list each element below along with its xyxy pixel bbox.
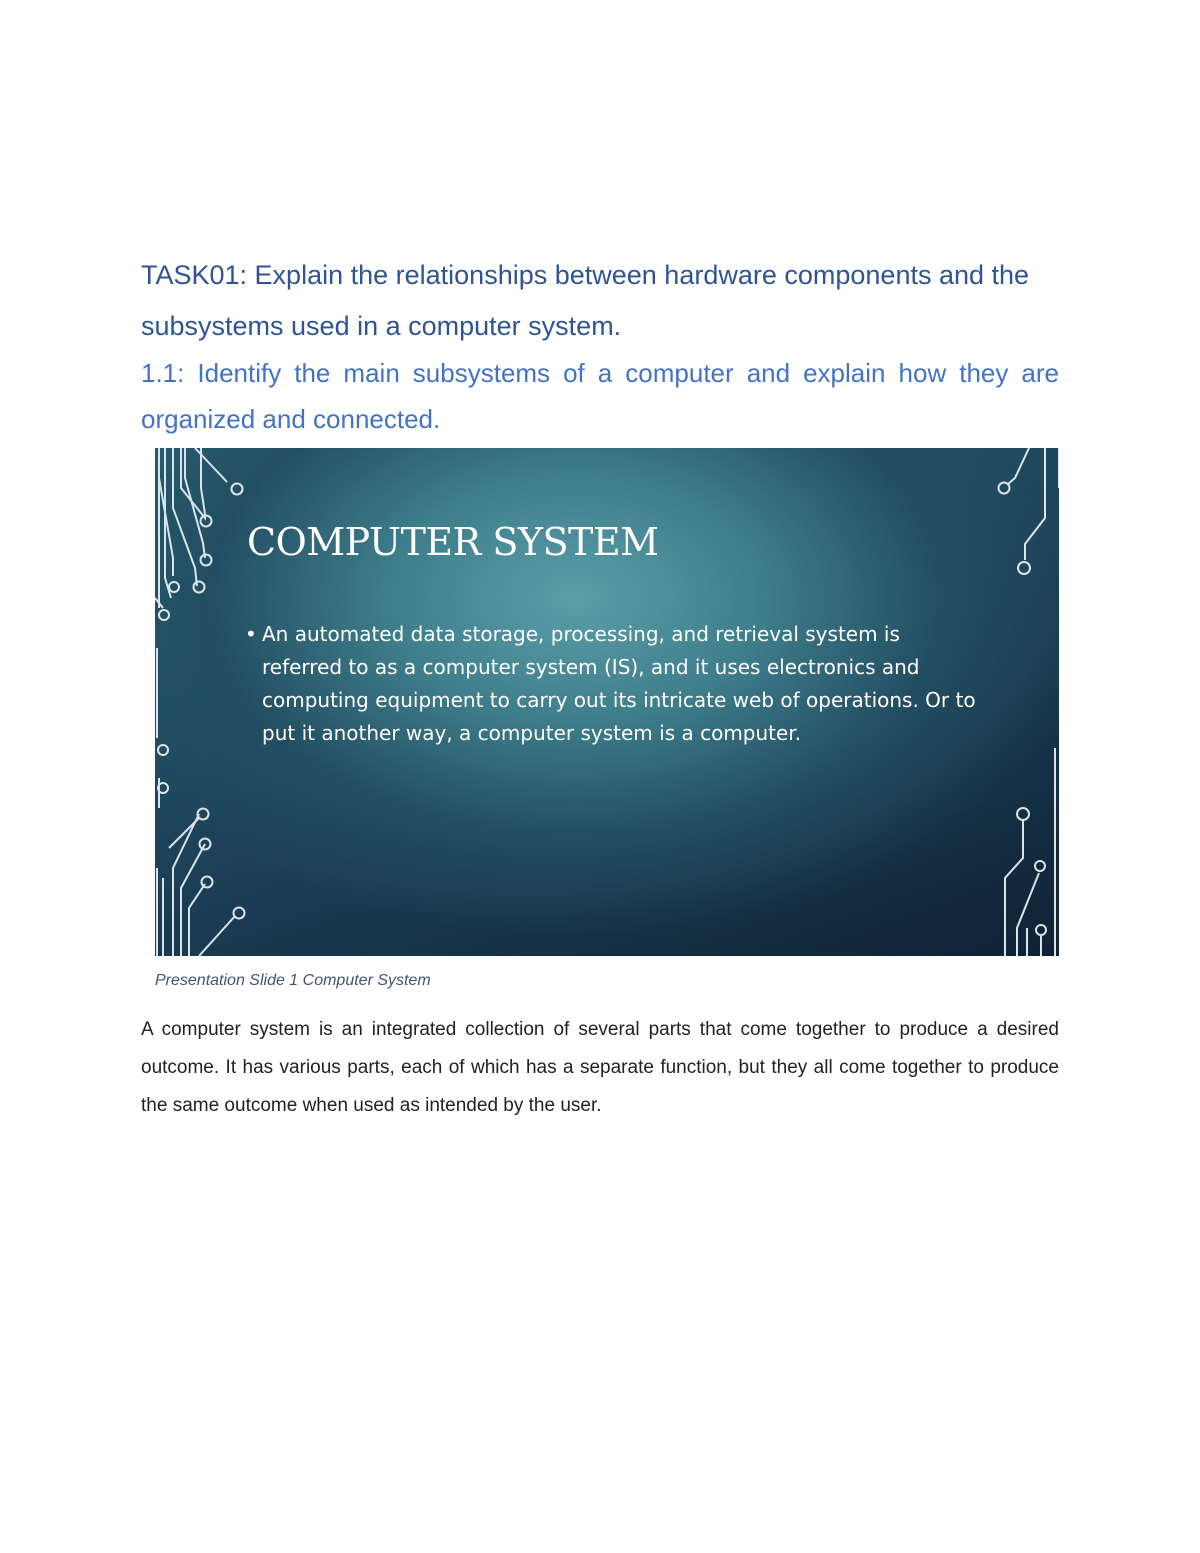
bullet-icon: • bbox=[245, 622, 257, 646]
presentation-slide-image bbox=[155, 448, 1059, 956]
task-heading: TASK01: Explain the relationships between hardware components and the subsystems used in a computer system. bbox=[141, 260, 1030, 341]
slide-bullet-text: An automated data storage, processing, and retrieval system is referred to as a computer system (IS), and it uses electronics and computing equipment to carry out its intricate web of operations. Or to put it another way, a computer system is a computer. bbox=[262, 622, 976, 745]
slide-title: COMPUTER SYSTEM bbox=[247, 520, 659, 564]
slide-bullet-point bbox=[245, 618, 982, 750]
subtask-heading: 1.1: Identify the main subsystems of a computer and explain how they are organized and connected. bbox=[141, 358, 1059, 434]
figure-caption: Presentation Slide 1 Computer System bbox=[155, 972, 431, 989]
body-paragraph: A computer system is an integrated collection of several parts that come together to produce a desired outcome. It has various parts, each of which has a separate function, but they all come together to produce the same outcome when used as intended by the user. bbox=[141, 1019, 1059, 1116]
